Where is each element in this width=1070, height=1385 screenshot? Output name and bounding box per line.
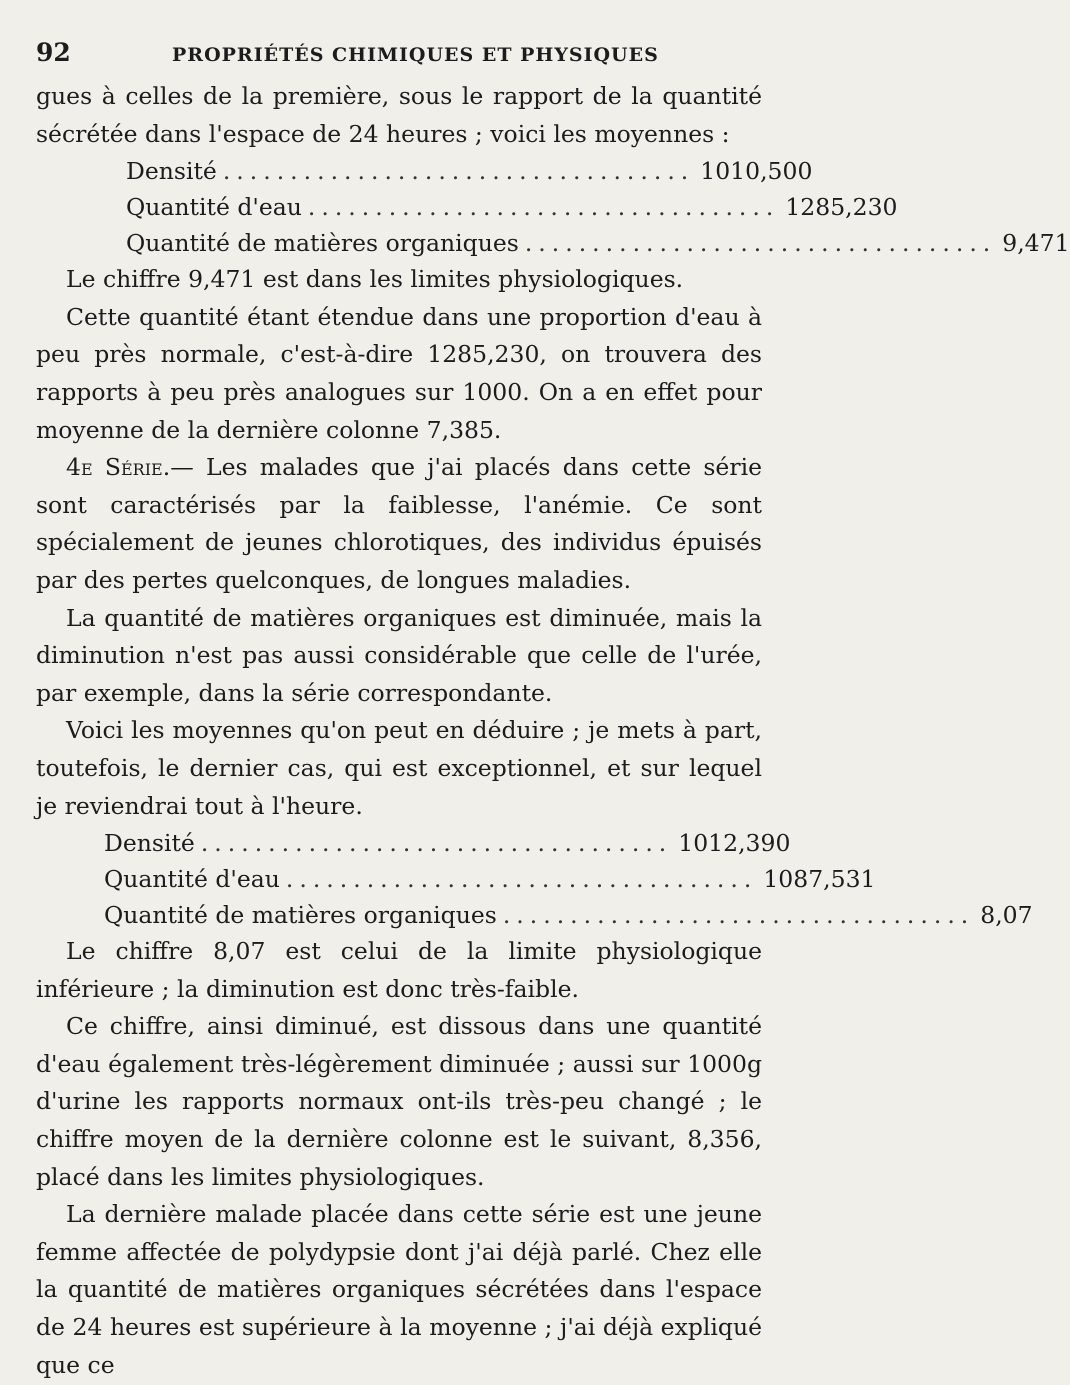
- row-label: Quantité de matières organiques: [126, 229, 519, 258]
- leader-dots: ...................................: [307, 193, 780, 222]
- body-text: [36, 78, 1070, 1384]
- paragraph-7: Le chiffre 8,07 est celui de la limite physiologique inférieure ; la diminution est donc très-faible.: [36, 937, 762, 1003]
- averages-table-2: [36, 825, 1033, 933]
- table-row: [104, 897, 1033, 933]
- row-label: Quantité d'eau: [126, 193, 302, 222]
- averages-table-1: [36, 153, 1070, 261]
- paragraph-6: Voici les moyennes qu'on peut en déduire ; je mets à part, toutefois, le dernier cas, qui est exceptionnel, et sur lequel je reviendrai tout à l'heure.: [36, 716, 762, 820]
- table-row: [126, 189, 898, 225]
- paragraph-9: La dernière malade placée dans cette série est une jeune femme affectée de polydypsie dont j'ai déjà parlé. Chez elle la quantité de matières organiques sécrétées dans l'espace de 24 heures est supérieure à la moyenne ; j'ai déjà expliqué que ce: [36, 1200, 762, 1379]
- row-label: Quantité d'eau: [104, 865, 280, 894]
- row-label: Quantité de matières organiques: [104, 901, 497, 930]
- paragraph-2: Le chiffre 9,471 est dans les limites physiologiques.: [66, 265, 684, 294]
- page-number: 92: [36, 38, 71, 67]
- leader-dots: ...................................: [200, 829, 673, 858]
- leader-dots: ...................................: [222, 157, 695, 186]
- paragraph-1: gues à celles de la première, sous le rapport de la quantité sécrétée dans l'espace de 24 heures ; voici les moyennes :: [36, 82, 762, 148]
- row-value: 1087,531: [763, 865, 876, 894]
- paragraph-5: La quantité de matières organiques est diminuée, mais la diminution n'est pas aussi considérable que celle de l'urée, par exemple, dans la série correspondante.: [36, 603, 762, 707]
- paragraph-4-text: — Les malades que j'ai placés dans cette série sont caractérisés par la faiblesse, l'anémie. Ce sont spécialement de jeunes chlorotiques, des individus épuisés par des pertes quelconques, de longues maladies.: [36, 453, 762, 594]
- table-row: [126, 153, 813, 189]
- table-row: [104, 861, 876, 897]
- paragraph-8: Ce chiffre, ainsi diminué, est dissous dans une quantité d'eau également très-légèrement diminuée ; aussi sur 1000g d'urine les rapports normaux ont-ils très-peu changé ; le chiffre moyen de la dernière colonne est le suivant, 8,356, placé dans les limites physiologiques.: [36, 1012, 762, 1191]
- leader-dots: ...................................: [285, 865, 758, 894]
- row-value: 1285,230: [785, 193, 898, 222]
- table-row: [104, 825, 791, 861]
- leader-dots: ...................................: [502, 901, 975, 930]
- table-row: [126, 225, 1070, 261]
- page-header: [36, 38, 762, 78]
- leader-dots: ...................................: [524, 229, 997, 258]
- row-value: 8,07: [980, 901, 1033, 930]
- series-heading: 4e Série.: [66, 453, 171, 482]
- row-value: 1012,390: [678, 829, 791, 858]
- paragraph-4: [36, 449, 762, 599]
- row-value: 9,471: [1002, 229, 1070, 258]
- row-label: Densité: [104, 829, 195, 858]
- paragraph-3: Cette quantité étant étendue dans une proportion d'eau à peu près normale, c'est-à-dire 1285,230, on trouvera des rapports à peu près analogues sur 1000. On a en effet pour moyenne de la dernière colonne 7,385.: [36, 302, 762, 444]
- running-title: PROPRIÉTÉS CHIMIQUES ET PHYSIQUES: [172, 44, 659, 66]
- row-value: 1010,500: [700, 157, 813, 186]
- row-label: Densité: [126, 157, 217, 186]
